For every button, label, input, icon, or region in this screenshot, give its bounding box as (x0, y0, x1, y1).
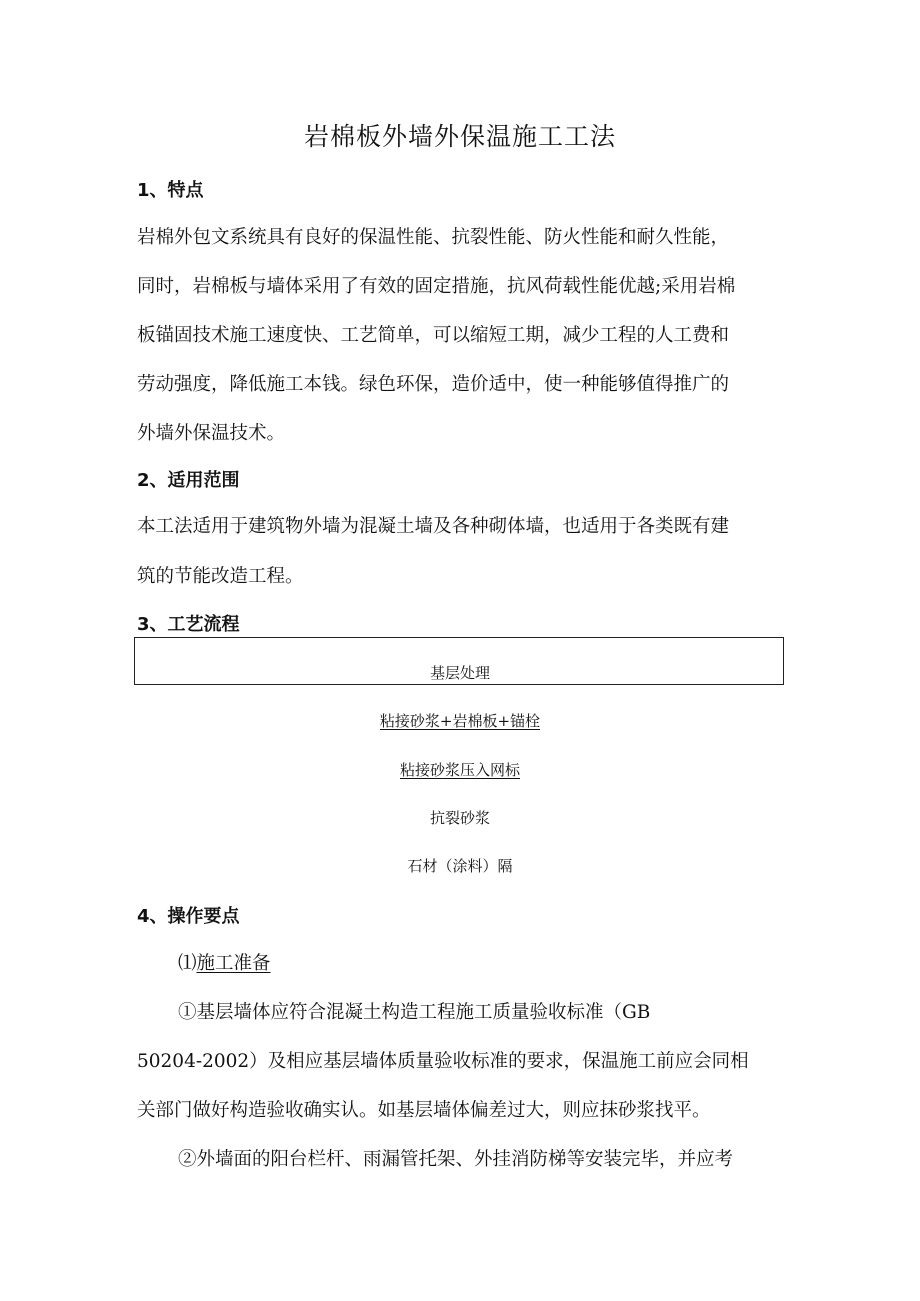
flow-step-finish-layer: 石材（涂料）隔 (407, 857, 513, 875)
paragraph-line: 关部门做好构造验收确实认。如基层墙体偏差过大，则应抹砂浆找平。 (137, 1100, 711, 1121)
section-heading-features: 1、特点 (137, 180, 204, 201)
paragraph-line: 板锚固技术施工速度快、工艺简单，可以缩短工期，减少工程的人工费和 (137, 325, 730, 346)
paragraph-line: 同时，岩棉板与墙体采用了有效的固定措施，抗风荷载性能优越;采用岩棉 (137, 276, 736, 297)
paragraph-line: 本工法适用于建筑物外墙为混凝土墙及各种砌体墙，也适用于各类既有建 (137, 516, 730, 537)
section-heading-scope: 2、适用范围 (137, 470, 240, 491)
flow-step-adhesive-board-anchor: 粘接砂浆+岩棉板+锚栓 (379, 712, 541, 730)
section-heading-process-flow: 3、工艺流程 (137, 614, 240, 635)
paragraph-line: ①基层墙体应符合混凝土构造工程施工质量验收标准（GB (178, 1002, 651, 1023)
section-heading-key-points: 4、操作要点 (137, 906, 240, 927)
document-title: 岩棉板外墙外保温施工工法 (303, 122, 616, 151)
sub-heading-title: 施工准备 (196, 953, 271, 974)
sub-heading-preparation (178, 949, 271, 975)
paragraph-line: 50204-2002）及相应基层墙体质量验收标准的要求，保温施工前应会同相 (137, 1051, 749, 1072)
paragraph-line: 岩棉外包文系统具有良好的保温性能、抗裂性能、防火性能和耐久性能， (137, 227, 730, 248)
flow-step-base-treatment: 基层处理 (429, 664, 490, 682)
paragraph-line: 外墙外保温技术。 (137, 423, 286, 444)
flow-step-mesh-embedding: 粘接砂浆压入网标 (399, 761, 520, 779)
paragraph-line: 筑的节能改造工程。 (137, 566, 304, 587)
paragraph-line: 劳动强度，降低施工本钱。绿色环保，造价适中，使一种能够值得推广的 (137, 374, 730, 395)
sub-heading-number: ⑴ (178, 953, 197, 974)
paragraph-line: ②外墙面的阳台栏杆、雨漏管托架、外挂消防梯等安装完毕，并应考 (178, 1149, 734, 1170)
process-flow-box (134, 637, 784, 685)
flow-step-anti-crack-mortar: 抗裂砂浆 (429, 809, 490, 827)
